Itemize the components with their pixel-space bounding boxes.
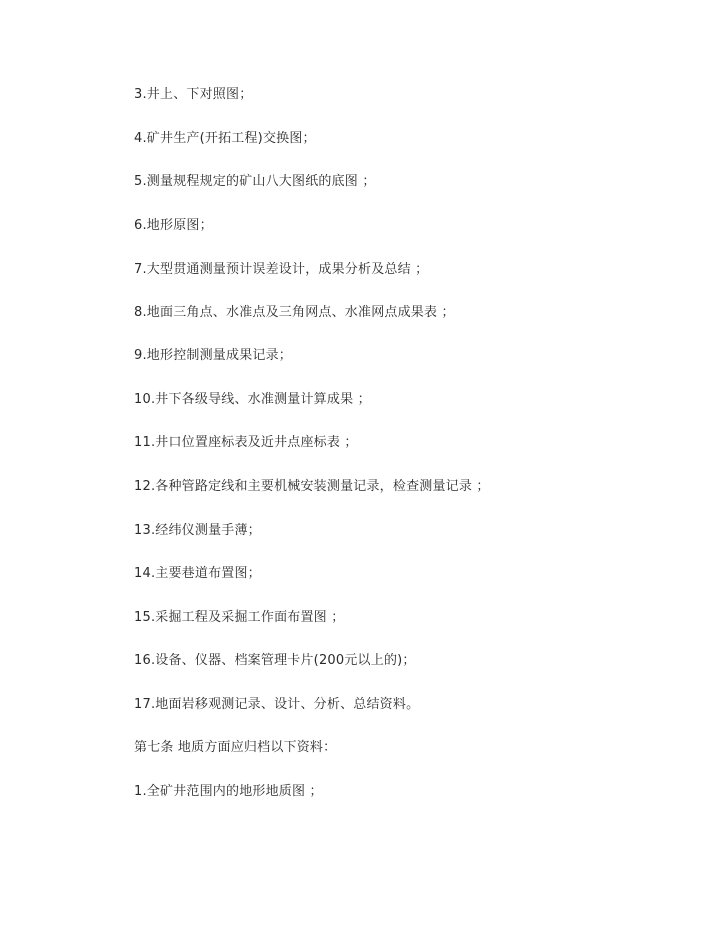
list-item: 7.大型贯通测量预计误差设计，成果分析及总结 ； <box>134 262 429 277</box>
list-item: 16.设备、仪器、档案管理卡片(200元以上的)； <box>134 653 416 668</box>
list-item: 6.地形原图； <box>134 218 213 233</box>
list-item: 1.全矿井范围内的地形地质图 ； <box>134 784 323 799</box>
list-item: 10.井下各级导线、水准测量计算成果 ； <box>134 392 371 407</box>
list-item: 12.各种管路定线和主要机械安装测量记录，检查测量记录 ； <box>134 479 490 494</box>
list-item: 5.测量规程规定的矿山八大图纸的底图 ； <box>134 174 376 189</box>
list-item: 15.采掘工程及采掘工作面布置图 ； <box>134 610 345 625</box>
list-item: 9.地形控制测量成果记录； <box>134 348 293 363</box>
list-item: 3.井上、下对照图； <box>134 87 253 102</box>
section-heading: 第七条 地质方面应归档以下资料： <box>134 740 337 755</box>
list-item: 8.地面三角点、水准点及三角网点、水准网点成果表 ； <box>134 305 455 320</box>
list-item: 17.地面岩移观测记录、设计、分析、总结资料。 <box>134 697 420 712</box>
list-item: 14.主要巷道布置图； <box>134 566 261 581</box>
list-item: 13.经纬仪测量手薄； <box>134 523 261 538</box>
list-item: 11.井口位置座标表及近井点座标表 ； <box>134 435 358 450</box>
list-item: 4.矿井生产(开拓工程)交换图； <box>134 131 316 146</box>
